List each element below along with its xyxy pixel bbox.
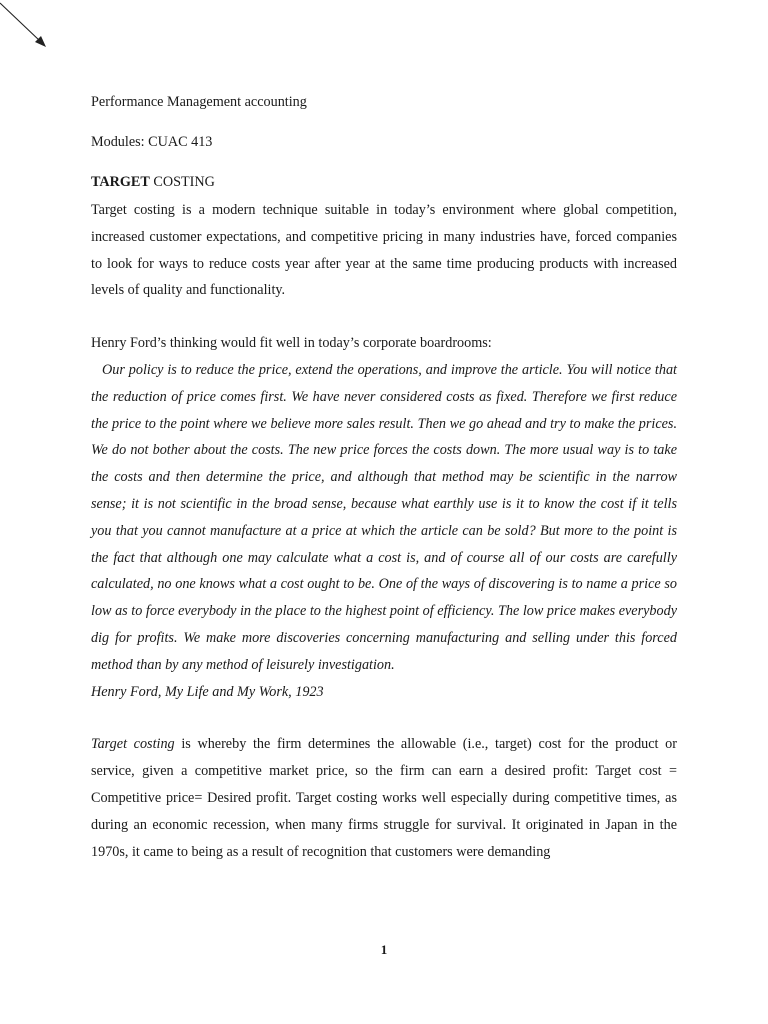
page-number: 1 <box>380 942 388 957</box>
definition-term: Target costing <box>91 736 175 753</box>
corner-arrow-icon <box>0 0 52 52</box>
module-code: Modules: CUAC 413 <box>91 134 213 150</box>
ford-quote: Our policy is to reduce the price, extend the operations, and improve the article. You will notice that the reduction of price comes first. We have never considered costs as fixed. Therefore we first reduce the price to the point where we believe more sales result. Then we go ahead and try to make the prices. We do not bother about the costs. The new price forces the costs down. The more usual way is to take the costs and then determine the price, and although that method may be scientific in the narrow sense; it is not scientific in the broad sense, because what earthly use is it to know the cost if it tells you that you cannot manufacture at a price at which the article can be sold? But more to the point is the fact that although one may calculate what a cost is, and of course all of our costs are carefully calculated, no one knows what a cost ought to be. One of the ways of discovering is to name a price so low as to force everybody in the place to the highest point of efficiency. The low price makes everybody dig for profits. We make more discoveries concerning manufacturing and selling under this forced method than by any method of leisurely investigation. <box>91 361 677 673</box>
section-heading <box>91 171 677 193</box>
definition-text: is whereby the firm determines the allowable (i.e., target) cost for the product or service, given a competitive market price, so the firm can earn a desired profit: Target cost = Competitive price= Desired profit. Target costing works well especially during competitive times, as during an economic recession, when many firms struggle for survival. It originated in Japan in the 1970s, it came to being as a result of recognition that customers were demanding <box>91 736 677 860</box>
section-heading-bold: TARGET <box>91 174 150 190</box>
intro-paragraph: Target costing is a modern technique suitable in today’s environment where global competition, increased customer expectations, and competitive pricing in many industries have, forced companies to look for ways to reduce costs year after year at the same time producing products with increased levels of quality and functionality. <box>91 202 677 299</box>
quote-citation: Henry Ford, My Life and My Work, 1923 <box>91 683 324 700</box>
document-page <box>91 91 677 865</box>
paragraph-spacer <box>91 304 677 330</box>
quote-intro: Henry Ford’s thinking would fit well in today’s corporate boardrooms: <box>91 335 492 352</box>
section-heading-rest: COSTING <box>149 174 215 190</box>
definition-paragraph <box>91 731 677 865</box>
paragraph-spacer <box>91 705 677 731</box>
document-title: Performance Management accounting <box>91 94 307 110</box>
